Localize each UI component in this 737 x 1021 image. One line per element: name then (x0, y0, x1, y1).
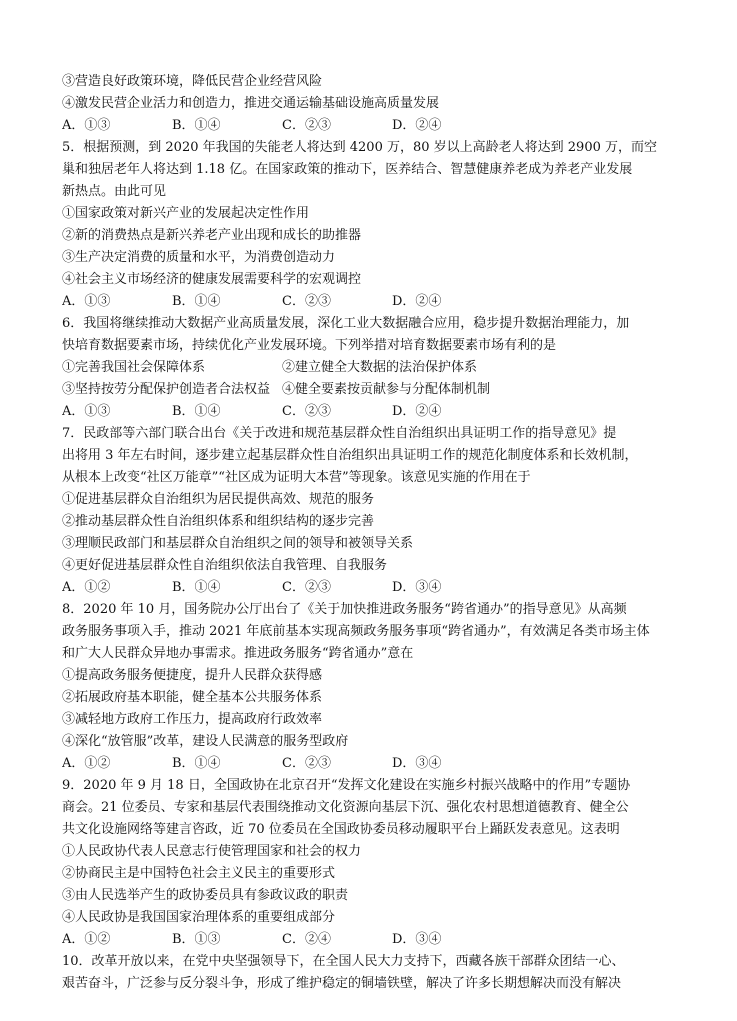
q7-stem-line-2: 出将用 3 年左右时间，逐步建立起基层群众性自治组织出具证明工作的规范化制度体系和长效机制， (62, 448, 638, 463)
q9-option-a: A．①② (62, 932, 111, 947)
q4-option-c: C．②③ (282, 118, 331, 133)
q9-stem-line-1: 9．2020 年 9 月 18 日，全国政协在北京召开“发挥文化建设在实施乡村振兴战略中的作用”专题协 (62, 778, 631, 793)
q4-statement-4: ④激发民营企业活力和创造力，推进交通运输基础设施高质量发展 (62, 96, 440, 111)
q4-options (62, 116, 687, 136)
q8-stem-line-3: 和广大人民群众异地办事需求。推进政务服务“跨省通办”意在 (62, 646, 414, 661)
q8-option-d: D．③④ (392, 756, 442, 771)
q8-statement-3: ③减轻地方政府工作压力，提高政府行政效率 (62, 712, 323, 727)
q5-statement-3: ③生产决定消费的质量和水平，为消费创造动力 (62, 250, 336, 265)
q7-statement-3: ③理顺民政部门和基层群众自治组织之间的领导和被领导关系 (62, 536, 414, 551)
q8-option-a: A．①② (62, 756, 111, 771)
q7-option-b: B．①④ (172, 580, 221, 595)
q8-statement-1: ①提高政务服务便捷度，提升人民群众获得感 (62, 668, 323, 683)
q6-stem-line-2: 快培育数据要素市场，持续优化产业发展环境。下列举措对培育数据要素市场有利的是 (62, 338, 557, 353)
q5-option-d: D．②④ (392, 294, 442, 309)
q7-stem-line-1: 7．民政部等六部门联合出台《关于改进和规范基层群众性自治组织出具证明工作的指导意见》提 (62, 426, 617, 441)
q7-statement-4: ④更好促进基层群众性自治组织依法自我管理、自我服务 (62, 558, 388, 573)
q8-statement-4: ④深化“放管服”改革，建设人民满意的服务型政府 (62, 734, 349, 749)
q6-statement-4: ④健全要素按贡献参与分配体制机制 (282, 382, 491, 397)
q4-option-b: B．①④ (172, 118, 221, 133)
q5-stem-line-1: 5．根据预测，到 2020 年我国的失能老人将达到 4200 万，80 岁以上高龄老人将达到 2900 万，而空 (62, 140, 657, 155)
q5-options (62, 292, 687, 312)
q9-option-d: D．③④ (392, 932, 442, 947)
q9-options (62, 930, 687, 950)
q9-stem-line-2: 商会。21 位委员、专家和基层代表围绕推动文化资源向基层下沉、强化农村思想道德教育、健全公 (62, 800, 629, 815)
q6-options (62, 402, 687, 422)
q6-option-b: B．①④ (172, 404, 221, 419)
q5-option-b: B．①④ (172, 294, 221, 309)
q5-statement-4: ④社会主义市场经济的健康发展需要科学的宏观调控 (62, 272, 362, 287)
q6-option-a: A．①③ (62, 404, 111, 419)
q8-statement-2: ②拓展政府基本职能，健全基本公共服务体系 (62, 690, 323, 705)
q7-statement-2: ②推动基层群众性自治组织体系和组织结构的逐步完善 (62, 514, 375, 529)
q5-statement-2: ②新的消费热点是新兴养老产业出现和成长的助推器 (62, 228, 362, 243)
q9-stem-line-3: 共文化设施网络等建言咨政，近 70 位委员在全国政协委员移动履职平台上踊跃发表意见。这表明 (62, 822, 620, 837)
q6-statement-2: ②建立健全大数据的法治保护体系 (282, 360, 478, 375)
q5-option-c: C．②③ (282, 294, 331, 309)
q6-statements-row-2 (62, 380, 687, 400)
q6-stem-line-1: 6．我国将继续推动大数据产业高质量发展，深化工业大数据融合应用，稳步提升数据治理能力，加 (62, 316, 630, 331)
q9-statement-1: ①人民政协代表人民意志行使管理国家和社会的权力 (62, 844, 362, 859)
q8-option-b: B．①④ (172, 756, 221, 771)
q10-stem-line-2: 艰苦奋斗，广泛参与反分裂斗争，形成了维护稳定的铜墙铁壁，解决了许多长期想解决而没有解决 (62, 976, 622, 991)
q8-stem-line-1: 8．2020 年 10 月，国务院办公厅出台了《关于加快推进政务服务“跨省通办”的指导意见》从高频 (62, 602, 627, 617)
q4-option-a: A．①③ (62, 118, 111, 133)
q9-option-c: C．②④ (282, 932, 331, 947)
q5-stem-line-3: 新热点。由此可见 (62, 184, 167, 199)
q5-stem-line-2: 巢和独居老年人将达到 1.18 亿。在国家政策的推动下，医养结合、智慧健康养老成为养老产业发展 (62, 162, 633, 177)
q10-stem-line-1: 10．改革开放以来，在党中央坚强领导下，在全国人民大力支持下，西藏各族干部群众团结一心、 (62, 954, 625, 969)
q4-statement-3: ③营造良好政策环境，降低民营企业经营风险 (62, 74, 323, 89)
q6-option-d: D．②④ (392, 404, 442, 419)
q6-statement-1: ①完善我国社会保障体系 (62, 360, 206, 375)
q9-statement-3: ③由人民选举产生的政协委员具有参政议政的职责 (62, 888, 349, 903)
q7-option-d: D．③④ (392, 580, 442, 595)
q9-statement-4: ④人民政协是我国国家治理体系的重要组成部分 (62, 910, 336, 925)
q9-statement-2: ②协商民主是中国特色社会主义民主的重要形式 (62, 866, 336, 881)
q5-statement-1: ①国家政策对新兴产业的发展起决定性作用 (62, 206, 310, 221)
q7-options (62, 578, 687, 598)
q6-statements-row-1 (62, 358, 687, 378)
q8-option-c: C．②③ (282, 756, 331, 771)
q7-statement-1: ①促进基层群众自治组织为居民提供高效、规范的服务 (62, 492, 375, 507)
q6-statement-3: ③坚持按劳分配保护创造者合法权益 (62, 382, 271, 397)
q7-option-c: C．②③ (282, 580, 331, 595)
q8-stem-line-2: 政务服务事项入手，推动 2021 年底前基本实现高频政务服务事项“跨省通办”，有效满足各类市场主体 (62, 624, 650, 639)
q7-option-a: A．①② (62, 580, 111, 595)
q8-options (62, 754, 687, 774)
q5-option-a: A．①③ (62, 294, 111, 309)
q7-stem-line-3: 从根本上改变“社区万能章”“社区成为证明大本营”等现象。该意见实施的作用在于 (62, 470, 531, 485)
q9-option-b: B．①③ (172, 932, 221, 947)
q6-option-c: C．②③ (282, 404, 331, 419)
q4-option-d: D．②④ (392, 118, 442, 133)
